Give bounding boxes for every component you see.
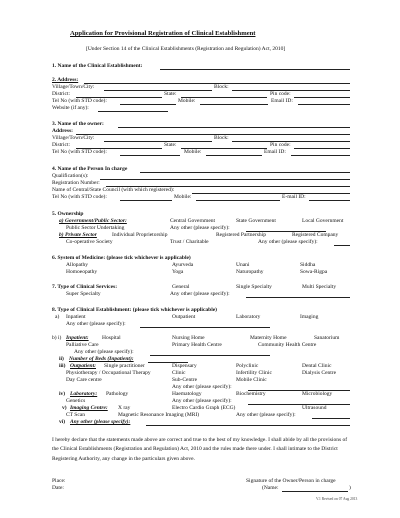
option-physiotherapy[interactable]: Physiotherapy / Occupational Therapy <box>66 370 151 376</box>
option-cooperative-society[interactable]: Co-operative Society <box>66 239 113 245</box>
qualification-line[interactable] <box>100 179 350 180</box>
option-mobile-clinic[interactable]: Mobile Clinic <box>236 377 267 383</box>
owner-pin-label: Pin code: <box>270 142 291 148</box>
establishment-any-other-label: Any other (please specify): <box>66 321 126 327</box>
option-services-any-other: Any other (please specify): <box>170 291 230 297</box>
section-4-heading: 4. Name of the Person In charge <box>52 166 128 172</box>
option-haematology[interactable]: Haematology <box>172 391 202 397</box>
option-outpatient[interactable]: Outpatient <box>172 314 196 320</box>
owner-email-line[interactable] <box>291 155 350 156</box>
owner-state-label: State: <box>164 142 177 148</box>
option-dental-clinic[interactable]: Dental Clinic <box>302 363 332 369</box>
option-public-sector-undertaking[interactable]: Public Sector Undertaking <box>66 225 125 231</box>
incharge-tel-label: Tel No (with STD code): <box>52 194 107 200</box>
incharge-mobile-line[interactable] <box>196 200 280 201</box>
state-label: State: <box>164 91 177 97</box>
name-label: (Name: <box>262 485 279 491</box>
inpatient-category-label: Inpatient: <box>66 335 89 341</box>
owner-village-label: Village/Town/City: <box>52 135 95 141</box>
option-hospital[interactable]: Hospital <box>102 335 121 341</box>
owner-mobile-label: Mobile: <box>184 149 202 155</box>
district-label: District: <box>52 91 71 97</box>
option-primary-health-centre[interactable]: Primary Health Centre <box>172 342 222 348</box>
owner-block-line[interactable] <box>232 141 350 142</box>
website-label: Website (if any): <box>52 105 89 111</box>
option-maternity-home[interactable]: Maternity Home <box>250 335 287 341</box>
option-ultrasound[interactable]: Ultrasound <box>302 405 327 411</box>
option-polyclinic[interactable]: Polyclinic <box>236 363 259 369</box>
option-gov-any-other: Any other (please specify): <box>170 225 230 231</box>
option-community-health-centre[interactable]: Community Health Centre <box>258 342 317 348</box>
option-state-government[interactable]: State Government <box>236 218 276 224</box>
form-subtitle: [Under Section 14 of the Clinical Establishments (Registration and Regulation) Act, 2010] <box>86 46 286 52</box>
item-iii-label: iii) <box>59 363 66 369</box>
section-8-heading: 8. Type of Clinical Establishment: (please tick whichever is applicable) <box>52 307 218 313</box>
outpatient-any-other-label: Any other (please specify): <box>172 384 232 390</box>
mobile-label: Mobile: <box>178 98 196 104</box>
block-label: Block: <box>214 84 229 90</box>
owner-address-line[interactable] <box>76 134 350 135</box>
village-label: Village/Town/City: <box>52 84 95 90</box>
services-any-other-line[interactable] <box>246 297 350 298</box>
option-single-specialty[interactable]: Single Specialty <box>236 284 272 290</box>
option-general[interactable]: General <box>172 284 190 290</box>
block-line[interactable] <box>232 90 350 91</box>
option-inpatient[interactable]: Inpatient <box>66 314 86 320</box>
option-laboratory[interactable]: Laboratory <box>236 314 261 320</box>
owner-tel-line[interactable] <box>120 155 180 156</box>
option-trust-charitable[interactable]: Trust / Charitable <box>170 239 209 245</box>
section-5-heading: 5. Ownership <box>52 211 84 217</box>
private-sector-label: b) Private Sector <box>59 232 97 238</box>
option-ecg[interactable]: Electro Cardio Graph (ECG) <box>172 405 236 411</box>
item-vi-label: vi) <box>59 419 66 425</box>
option-day-care-centre[interactable]: Day Care centre <box>66 377 102 383</box>
council-label: Name of Central/State Council (with which registered): <box>52 187 175 193</box>
incharge-mobile-label: Mobile: <box>174 194 192 200</box>
option-registered-company[interactable]: Registered Company <box>292 232 339 238</box>
imaging-any-other-line[interactable] <box>312 418 350 419</box>
form-title: Application for Provisional Registration of Clinical Establishment <box>70 30 256 37</box>
qualification-label: Qualification(s): <box>52 173 89 179</box>
village-line[interactable] <box>104 90 212 91</box>
item-iv-label: iv) <box>59 391 66 397</box>
option-pathology[interactable]: Pathology <box>106 391 129 397</box>
number-of-beds-label: Number of Beds (Inpatient): <box>69 356 134 362</box>
pin-line[interactable] <box>294 97 350 98</box>
option-ayurveda[interactable]: Ayurveda <box>172 262 194 268</box>
owner-block-label: Block: <box>214 135 229 141</box>
item-8bi-label: b) i) <box>52 335 62 341</box>
government-sector-label: a) Government/Public Sector: <box>59 218 127 224</box>
option-mri[interactable]: Magnetic Resonance Imaging (MRI) <box>118 412 200 418</box>
declaration-text: I hereby declare that the statements made above are correct and true to the best of my knowledge. I shall abide by all the provisions of the Clinical Establishments (Registration and Regulation) Act, 2010 and the rules made there under. I shall intimate to the District Registering Authority, any change in the particulars given above. <box>52 437 348 462</box>
option-sub-centre[interactable]: Sub-Centre <box>172 377 198 383</box>
mobile-line[interactable] <box>200 104 268 105</box>
section-3-heading: 3. Name of the owner: <box>52 121 104 127</box>
option-single-practitioner[interactable]: Single practitioner <box>104 363 145 369</box>
email-line[interactable] <box>298 104 350 105</box>
option-biochemistry[interactable]: Biochemistry <box>236 391 266 397</box>
option-super-specialty[interactable]: Super Specialty <box>66 291 101 297</box>
option-siddha[interactable]: Siddha <box>300 262 316 268</box>
name-line[interactable] <box>282 491 348 492</box>
signature-label: Signature of the Owner/Person in charge <box>246 478 336 484</box>
incharge-tel-line[interactable] <box>120 200 172 201</box>
owner-mobile-line[interactable] <box>206 155 262 156</box>
item-v-label: v) <box>62 405 67 411</box>
incharge-email-label: E-mail ID: <box>282 194 306 200</box>
any-other-category-label: Any other (please specify): <box>70 419 131 425</box>
section-6-heading: 6. System of Medicine: (please tick whichever is applicable) <box>52 255 191 261</box>
email-label: Email ID: <box>271 98 293 104</box>
tel-line[interactable] <box>120 104 176 105</box>
option-clinic[interactable]: Clinic <box>172 370 186 376</box>
option-private-any-other: Any other (please specify): <box>258 239 318 245</box>
pin-label: Pin code: <box>270 91 291 97</box>
website-line[interactable] <box>98 111 168 112</box>
option-imaging[interactable]: Imaging <box>300 314 319 320</box>
item-ii-label: ii) <box>59 356 64 362</box>
option-palliative-care[interactable]: Palliative Care <box>66 342 99 348</box>
inpatient-any-other-line[interactable] <box>150 355 270 356</box>
laboratory-any-other-line[interactable] <box>248 404 350 405</box>
option-local-government[interactable]: Local Government <box>302 218 344 224</box>
item-8a-label: a) <box>55 314 60 320</box>
option-ct-scan[interactable]: CT Scan <box>66 412 85 418</box>
option-multi-specialty[interactable]: Multi Specialty <box>302 284 337 290</box>
owner-village-line[interactable] <box>104 141 212 142</box>
option-dialysis-centre[interactable]: Dialysis Centre <box>302 370 337 376</box>
option-nursing-home[interactable]: Nursing Home <box>172 335 205 341</box>
section-7-heading: 7. Type of Clinical Services: <box>52 284 118 290</box>
option-x-ray[interactable]: X ray <box>118 405 131 411</box>
option-registered-partnership[interactable]: Registered Partnership <box>216 232 266 238</box>
option-sanatorium[interactable]: Sanatorium <box>314 335 340 341</box>
option-homoeopathy[interactable]: Homoeopathy <box>66 269 98 275</box>
option-individual-proprietorship[interactable]: Individual Proprietorship <box>112 232 168 238</box>
incharge-email-line[interactable] <box>309 200 350 201</box>
council-line[interactable] <box>192 193 350 194</box>
option-infertility-clinic[interactable]: Infertility Clinic <box>236 370 272 376</box>
section-1-label: 1. Name of the Clinical Establishment: <box>52 63 143 69</box>
owner-email-label: Email ID: <box>264 149 286 155</box>
option-sowa-rigpa[interactable]: Sowa-Rigpa <box>300 269 328 275</box>
tel-label: Tel No (with STD code): <box>52 98 107 104</box>
owner-district-label: District: <box>52 142 71 148</box>
owner-name-line[interactable] <box>118 127 350 128</box>
option-dispensary[interactable]: Dispensary <box>172 363 197 369</box>
owner-address-label: Address: <box>52 128 73 134</box>
date-label: Date: <box>52 485 64 491</box>
imaging-centre-label: Imaging Centre: <box>70 405 108 411</box>
outpatient-category-label: Outpatient: <box>70 363 96 369</box>
option-microbiology[interactable]: Microbiology <box>302 391 333 397</box>
any-other-category-line[interactable] <box>146 425 350 426</box>
imaging-any-other-label: Any other (please specify): <box>236 412 296 418</box>
option-allopathy[interactable]: Allopathy <box>66 262 88 268</box>
private-any-other-line[interactable] <box>334 245 350 246</box>
option-yoga[interactable]: Yoga <box>172 269 184 275</box>
option-central-government[interactable]: Central Government <box>170 218 216 224</box>
version-footer: V.1 Revised on 07 Aug 2013 <box>316 497 358 501</box>
laboratory-any-other-label: Any other (please specify): <box>172 398 232 404</box>
laboratory-category-label: Laboratory: <box>70 391 98 397</box>
establishment-name-line[interactable] <box>160 69 350 70</box>
registration-number-label: Registration Number: <box>52 180 100 186</box>
option-naturopathy[interactable]: Naturopathy <box>236 269 264 275</box>
option-genetics[interactable]: Genetics <box>66 398 86 404</box>
name-close-paren: ) <box>349 485 351 491</box>
establishment-any-other-line[interactable] <box>140 327 270 328</box>
option-unani[interactable]: Unani <box>236 262 250 268</box>
person-in-charge-line[interactable] <box>140 172 350 173</box>
section-2-heading: 2. Address: <box>52 77 79 83</box>
inpatient-any-other-label: Any other (please specify): <box>74 349 134 355</box>
owner-tel-label: Tel No (with STD code): <box>52 149 107 155</box>
place-label: Place: <box>52 478 66 484</box>
owner-pin-line[interactable] <box>294 148 350 149</box>
